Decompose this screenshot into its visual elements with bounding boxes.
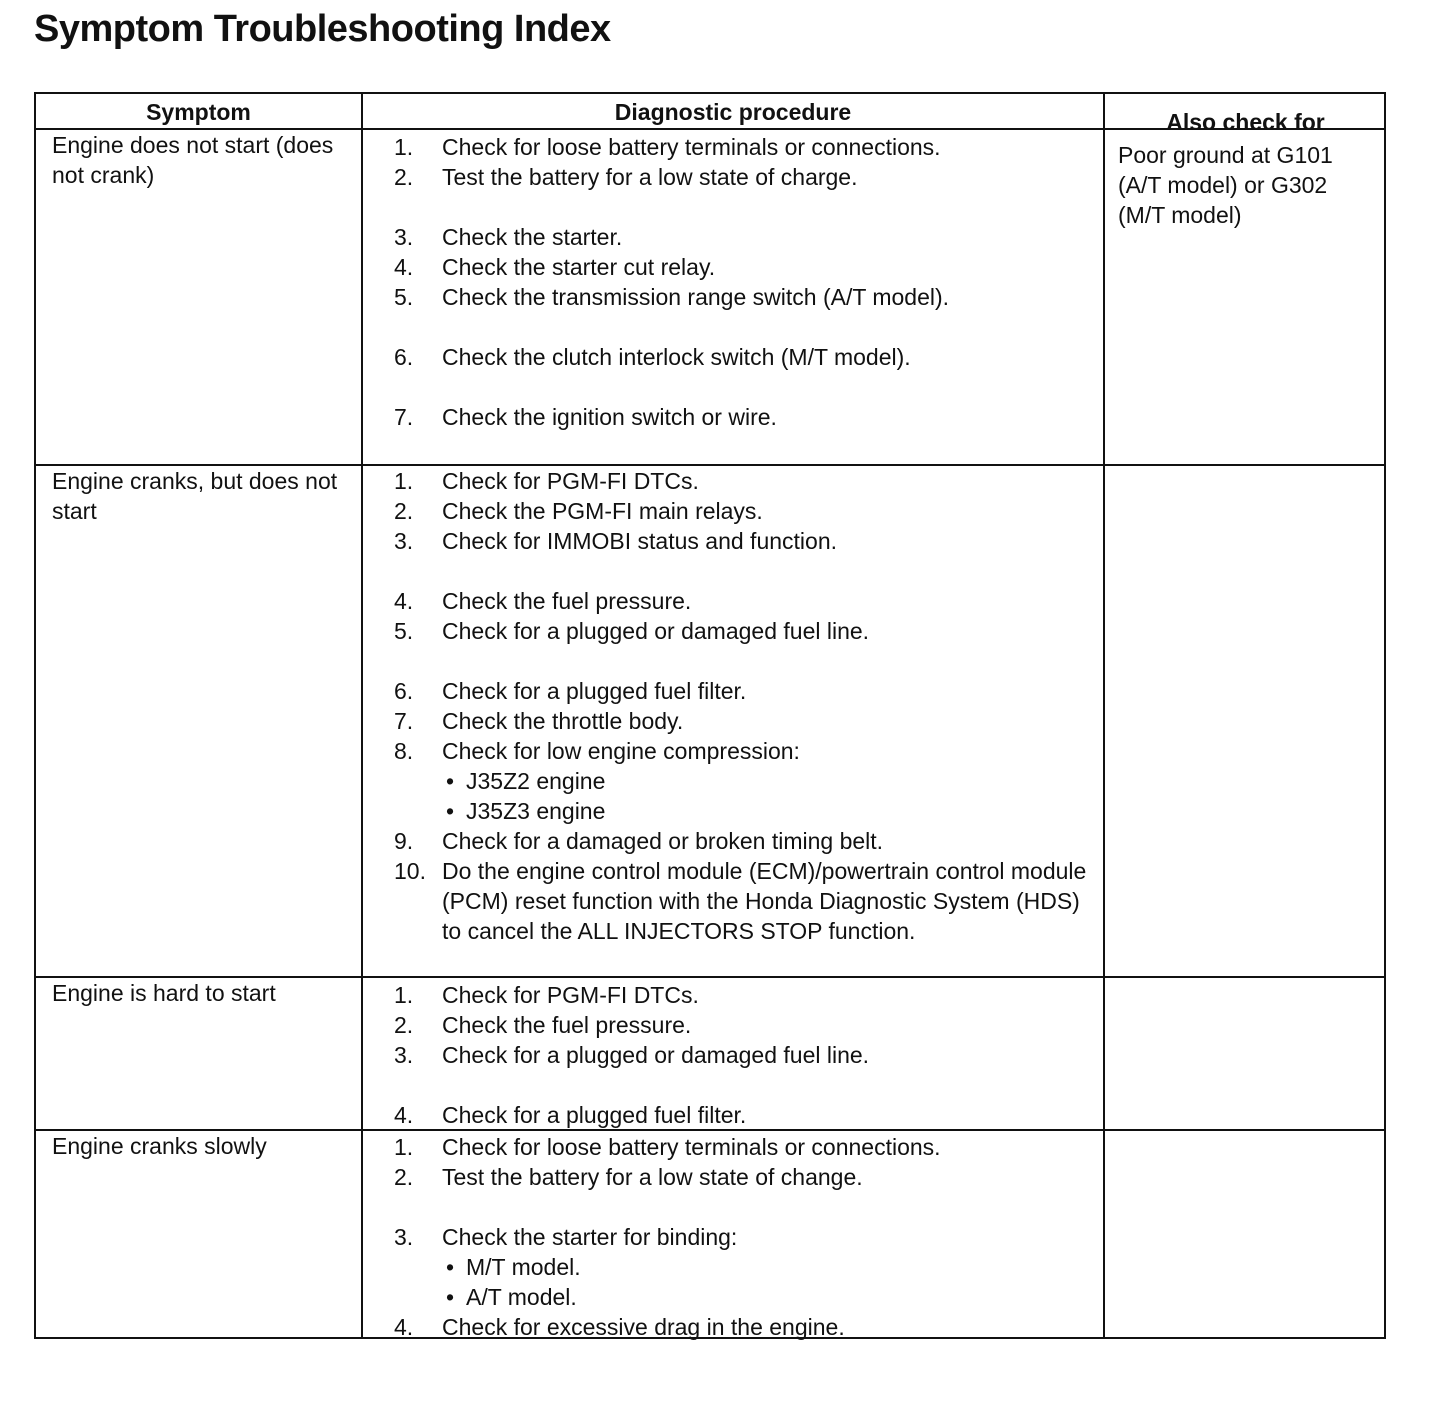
procedure-step: 5. Check for a plugged or damaged fuel line. [394, 618, 870, 644]
procedure-step: 6. Check the clutch interlock switch (M/T model). [394, 344, 911, 370]
procedure-step: 5. Check the transmission range switch (A/T model). [394, 284, 950, 310]
bullet-item: • M/T model. [446, 1254, 581, 1280]
procedure-step: 1. Check for PGM-FI DTCs. [394, 468, 699, 494]
procedure-step: 1. Check for loose battery terminals or connections. [394, 134, 941, 160]
procedure-list [376, 980, 1096, 1130]
bullet-item: • A/T model. [446, 1284, 577, 1310]
procedure-step: 2. Check the PGM-FI main relays. [394, 498, 763, 524]
procedure-step: 2. Check the fuel pressure. [394, 1012, 692, 1038]
procedure-step: 9. Check for a damaged or broken timing belt. [394, 828, 884, 854]
procedure-step: 4. Check the starter cut relay. [394, 254, 716, 280]
procedure-step: 7. Check the ignition switch or wire. [394, 404, 777, 430]
procedure-step: 3. Check for IMMOBI status and function. [394, 528, 837, 554]
procedure-step: 4. Check for excessive drag in the engine. [394, 1314, 845, 1340]
procedure-step: 10. Do the engine control module (ECM)/powertrain control module (PCM) reset function with the Honda Diagnostic System (HDS) to cancel the ALL INJECTORS STOP function. [394, 858, 1087, 944]
procedure-step: 3. Check for a plugged or damaged fuel line. [394, 1042, 870, 1068]
procedure-step: 7. Check the throttle body. [394, 708, 684, 734]
bullet-list [442, 1252, 1096, 1312]
page-title: Symptom Troubleshooting Index [34, 8, 611, 50]
column-header-symptom: Symptom [146, 99, 251, 125]
symptom-cell: Engine cranks slowly [52, 1133, 267, 1159]
bullet-item: • J35Z3 engine [446, 798, 606, 824]
procedure-step: 3. Check the starter for binding: • M/T model. • A/T model. [376, 1222, 1096, 1312]
procedure-step: 4. Check for a plugged fuel filter. [394, 1102, 747, 1128]
column-header-procedure: Diagnostic procedure [614, 99, 852, 125]
bullet-item: • J35Z2 engine [446, 768, 606, 794]
bullet-list [442, 766, 1096, 826]
procedure-list [376, 132, 1096, 432]
symptom-cell: Engine cranks, but does not start [52, 468, 338, 524]
procedure-step: 1. Check for loose battery terminals or connections. [394, 1134, 941, 1160]
symptom-cell: Engine does not start (does not crank) [52, 132, 334, 188]
procedure-step: 2. Test the battery for a low state of change. [394, 1164, 863, 1190]
procedure-step: 4. Check the fuel pressure. [394, 588, 692, 614]
procedure-step: 2. Test the battery for a low state of charge. [394, 164, 858, 190]
procedure-step: 8. Check for low engine compression: • J35Z2 engine • J35Z3 engine [376, 736, 1096, 826]
procedure-step: 6. Check for a plugged fuel filter. [394, 678, 747, 704]
procedure-step: 1. Check for PGM-FI DTCs. [394, 982, 699, 1008]
column-header-also-check: Also check for [1166, 109, 1325, 135]
column-divider [1103, 94, 1105, 1337]
column-divider [361, 94, 363, 1337]
procedure-list [376, 1132, 1096, 1342]
symptom-table [34, 92, 1386, 1339]
symptom-cell: Engine is hard to start [52, 980, 276, 1006]
procedure-step: 3. Check the starter. [394, 224, 623, 250]
procedure-list [376, 466, 1096, 946]
also-check-cell: Poor ground at G101 (A/T model) or G302 (M/T model) [1118, 142, 1333, 228]
